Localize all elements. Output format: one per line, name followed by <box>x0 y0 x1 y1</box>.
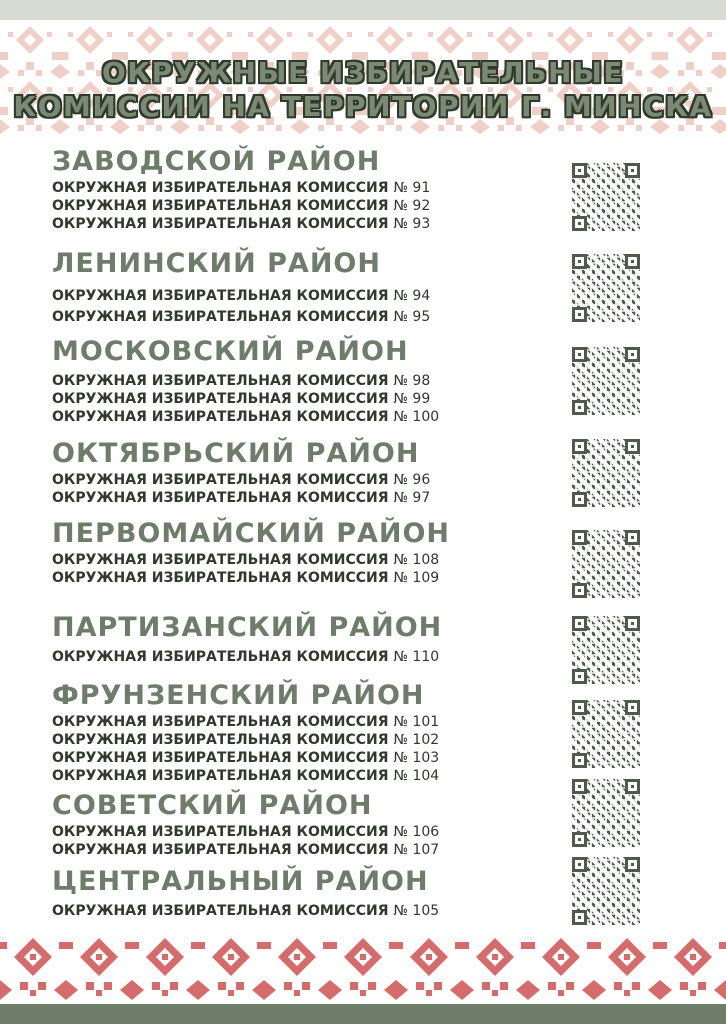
title-line-1: ОКРУЖНЫЕ ИЗБИРАТЕЛЬНЫЕ <box>101 56 625 89</box>
commission-item: ОКРУЖНАЯ ИЗБИРАТЕЛЬНАЯ КОМИССИЯ № 107 <box>52 842 440 858</box>
title-line-2: КОМИССИИ НА ТЕРРИТОРИИ Г. МИНСКА <box>13 90 713 123</box>
commission-item: ОКРУЖНАЯ ИЗБИРАТЕЛЬНАЯ КОМИССИЯ № 105 <box>52 903 440 919</box>
commission-item: ОКРУЖНАЯ ИЗБИРАТЕЛЬНАЯ КОМИССИЯ № 108 <box>52 552 440 568</box>
district-name: ЗАВОДСКОЙ РАЙОН <box>52 146 381 177</box>
district-name: ОКТЯБРЬСКИЙ РАЙОН <box>52 438 420 469</box>
district-tsentralny <box>52 866 532 920</box>
qr-code-icon <box>572 779 640 847</box>
commission-item: ОКРУЖНАЯ ИЗБИРАТЕЛЬНАЯ КОМИССИЯ № 109 <box>52 570 440 586</box>
commission-item: ОКРУЖНАЯ ИЗБИРАТЕЛЬНАЯ КОМИССИЯ № 93 <box>52 216 431 232</box>
district-sovetsky <box>52 790 532 859</box>
district-leninsky <box>52 248 532 328</box>
district-zavodskoy <box>52 146 532 233</box>
commission-item: ОКРУЖНАЯ ИЗБИРАТЕЛЬНАЯ КОМИССИЯ № 110 <box>52 649 440 665</box>
commission-item: ОКРУЖНАЯ ИЗБИРАТЕЛЬНАЯ КОМИССИЯ № 103 <box>52 750 440 766</box>
commission-item: ОКРУЖНАЯ ИЗБИРАТЕЛЬНАЯ КОМИССИЯ № 104 <box>52 768 440 784</box>
page-title <box>0 56 726 124</box>
commission-item: ОКРУЖНАЯ ИЗБИРАТЕЛЬНАЯ КОМИССИЯ № 95 <box>52 309 431 325</box>
district-name: МОСКОВСКИЙ РАЙОН <box>52 336 409 367</box>
qr-code-icon <box>572 616 640 684</box>
commission-item: ОКРУЖНАЯ ИЗБИРАТЕЛЬНАЯ КОМИССИЯ № 94 <box>52 288 431 304</box>
commission-item: ОКРУЖНАЯ ИЗБИРАТЕЛЬНАЯ КОМИССИЯ № 106 <box>52 824 440 840</box>
top-bar <box>0 0 726 20</box>
commission-item: ОКРУЖНАЯ ИЗБИРАТЕЛЬНАЯ КОМИССИЯ № 92 <box>52 198 431 214</box>
district-name: ЦЕНТРАЛЬНЫЙ РАЙОН <box>52 866 429 897</box>
commission-item: ОКРУЖНАЯ ИЗБИРАТЕЛЬНАЯ КОМИССИЯ № 101 <box>52 714 440 730</box>
district-name: ФРУНЗЕНСКИЙ РАЙОН <box>52 680 425 711</box>
district-name: ЛЕНИНСКИЙ РАЙОН <box>52 248 381 279</box>
ornament-bottom <box>0 934 726 1000</box>
qr-code-icon <box>572 254 640 322</box>
commission-item: ОКРУЖНАЯ ИЗБИРАТЕЛЬНАЯ КОМИССИЯ № 98 <box>52 373 431 389</box>
commission-item: ОКРУЖНАЯ ИЗБИРАТЕЛЬНАЯ КОМИССИЯ № 100 <box>52 409 440 425</box>
district-oktyabrsky <box>52 438 532 507</box>
commission-item: ОКРУЖНАЯ ИЗБИРАТЕЛЬНАЯ КОМИССИЯ № 91 <box>52 180 431 196</box>
qr-code-icon <box>572 857 640 925</box>
district-name: ПЕРВОМАЙСКИЙ РАЙОН <box>52 518 451 549</box>
district-name: СОВЕТСКИЙ РАЙОН <box>52 790 373 821</box>
commission-item: ОКРУЖНАЯ ИЗБИРАТЕЛЬНАЯ КОМИССИЯ № 97 <box>52 490 431 506</box>
commission-item: ОКРУЖНАЯ ИЗБИРАТЕЛЬНАЯ КОМИССИЯ № 99 <box>52 391 431 407</box>
bottom-bar <box>0 1004 726 1024</box>
qr-code-icon <box>572 439 640 507</box>
district-partizansky <box>52 612 532 666</box>
commission-item: ОКРУЖНАЯ ИЗБИРАТЕЛЬНАЯ КОМИССИЯ № 96 <box>52 472 431 488</box>
commission-item: ОКРУЖНАЯ ИЗБИРАТЕЛЬНАЯ КОМИССИЯ № 102 <box>52 732 440 748</box>
district-name: ПАРТИЗАНСКИЙ РАЙОН <box>52 612 443 643</box>
qr-code-icon <box>572 700 640 768</box>
district-pervomaysky <box>52 518 532 587</box>
qr-code-icon <box>572 530 640 598</box>
qr-code-icon <box>572 163 640 231</box>
district-moskovsky <box>52 336 532 426</box>
district-frunzensky <box>52 680 532 785</box>
qr-code-icon <box>572 347 640 415</box>
